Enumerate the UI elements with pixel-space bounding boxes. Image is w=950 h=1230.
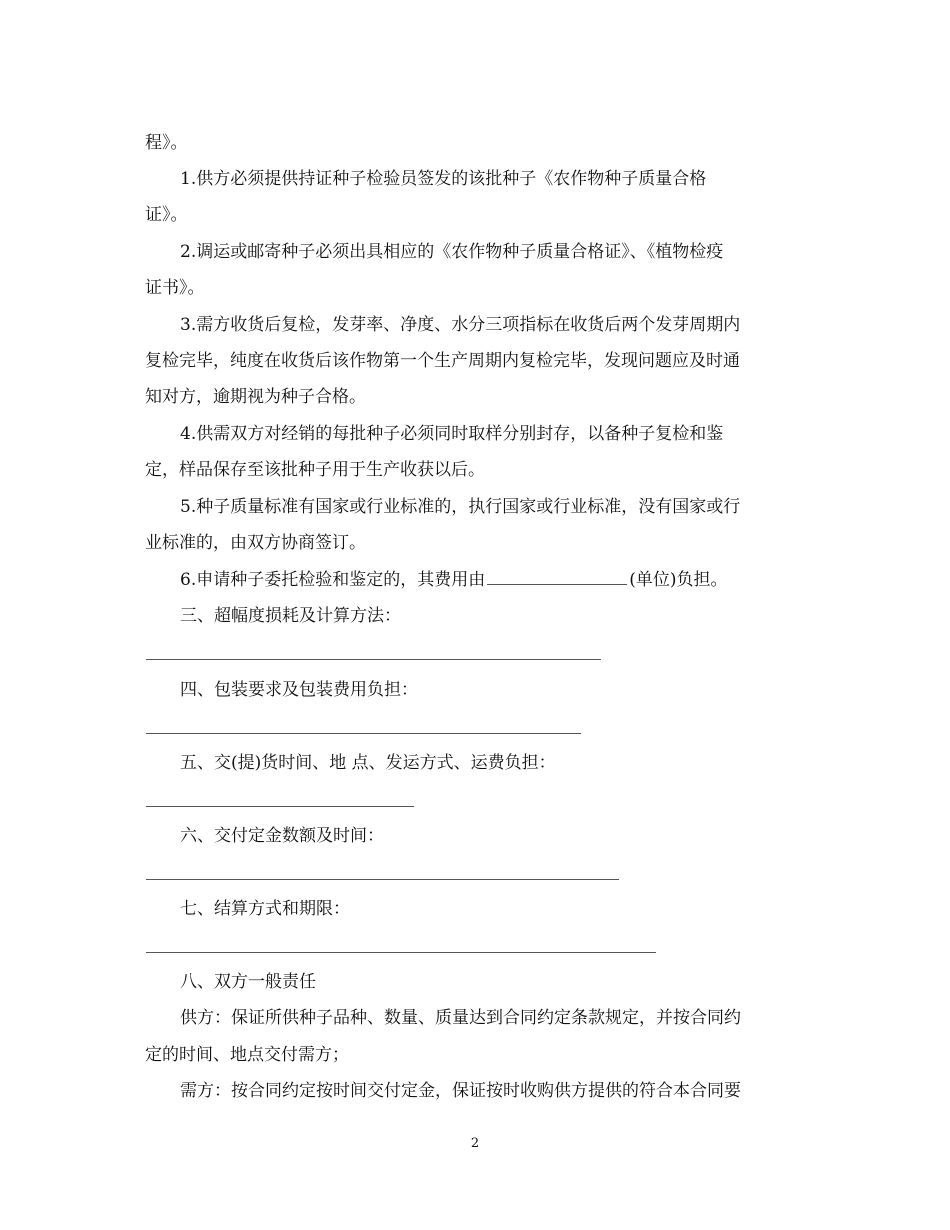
clause-6-text: 6.申请种子委托检验和鉴定的，其费用由: [180, 570, 486, 590]
section-3-heading: 三、超幅度损耗及计算方法：: [180, 606, 401, 626]
buyer-duty: 需方：按合同约定按时间交付定金，保证按时收购供方提供的符合本合同要: [180, 1081, 741, 1101]
section-7-heading: 七、结算方式和期限：: [180, 899, 350, 919]
blank-rule: [146, 879, 619, 880]
text-line: 证书》。: [145, 278, 205, 298]
fill-in-blank: [487, 567, 627, 585]
clause-1: 1.供方必须提供持证种子检验员签发的该批种子《农作物种子质量合格: [180, 169, 707, 189]
clause-6-suffix: (单位)负担。: [629, 570, 728, 590]
clause-2: 2.调运或邮寄种子必须出具相应的《农作物种子质量合格证》、《植物检疫: [180, 242, 724, 262]
clause-6: [180, 567, 728, 591]
clause-5: 5.种子质量标准有国家或行业标准的，执行国家或行业标准，没有国家或行: [180, 497, 741, 517]
text-line: 业标准的，由双方协商签订。: [145, 533, 366, 553]
clause-4: 4.供需双方对经销的每批种子必须同时取样分别封存，以备种子复检和鉴: [180, 424, 724, 444]
blank-rule: [146, 733, 581, 734]
text-line: 程》。: [145, 133, 188, 153]
blank-rule: [146, 806, 414, 807]
supplier-duty: 供方：保证所供种子品种、数量、质量达到合同约定条款规定，并按合同约: [180, 1008, 741, 1028]
section-4-heading: 四、包装要求及包装费用负担：: [180, 680, 418, 700]
text-line: 定，样品保存至该批种子用于生产收获以后。: [145, 460, 485, 480]
text-line: 定的时间、地点交付需方；: [145, 1045, 349, 1065]
clause-3: 3.需方收货后复检，发芽率、净度、水分三项指标在收货后两个发芽周期内: [180, 315, 741, 335]
text-line: 复检完毕，纯度在收货后该作物第一个生产周期内复检完毕，发现问题应及时通: [145, 351, 740, 371]
section-5-heading: 五、交(提)货时间、地 点、发运方式、运费负担：: [180, 753, 556, 773]
text-line: 知对方，逾期视为种子合格。: [145, 387, 366, 407]
text-line: 证》。: [145, 205, 188, 225]
blank-rule: [146, 659, 601, 660]
section-8-heading: 八、双方一般责任: [180, 972, 316, 992]
blank-rule: [146, 952, 656, 953]
page-number: 2: [470, 1136, 480, 1151]
section-6-heading: 六、交付定金数额及时间：: [180, 826, 384, 846]
